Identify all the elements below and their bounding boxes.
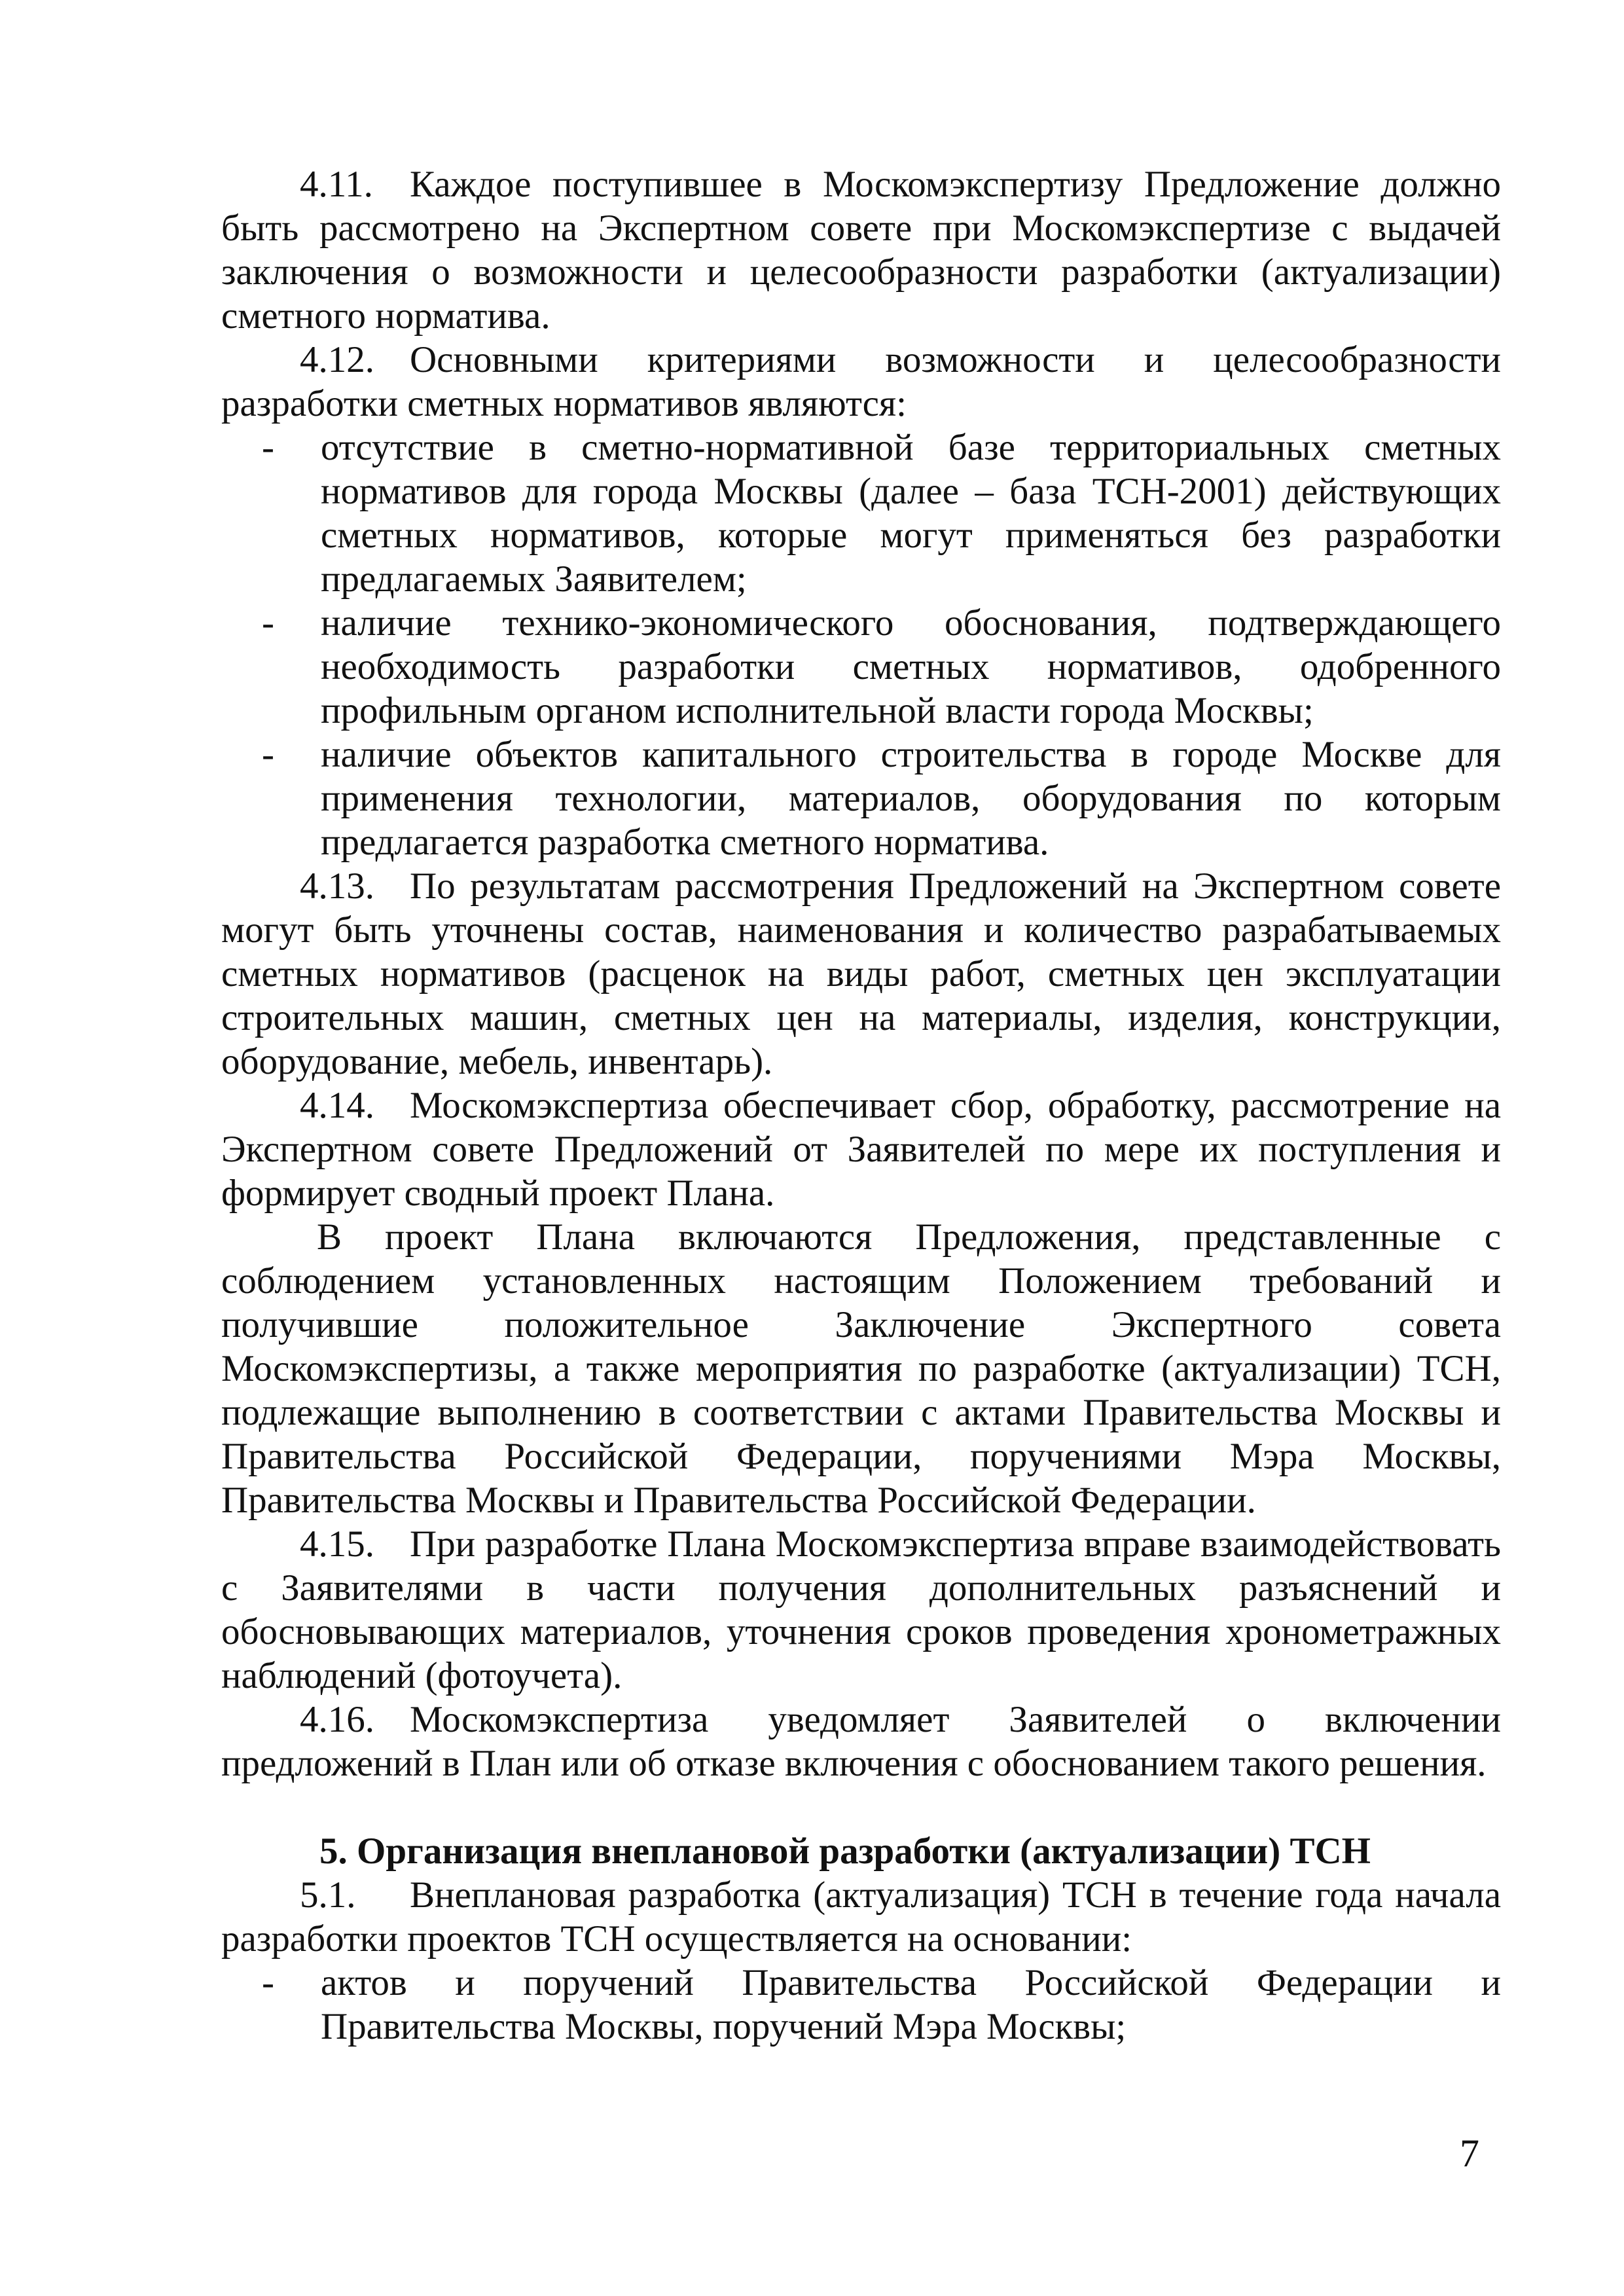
bullet-dash: - (262, 734, 274, 775)
paragraph-4-16 (221, 1698, 1501, 1785)
paragraph-text: Внеплановая разработка (актуализация) ТСН в течение года начала разработки проектов ТСН осуществляется на основании: (221, 1874, 1501, 1959)
paragraph-4-13 (221, 864, 1501, 1084)
clause-number: 4.16. (300, 1699, 374, 1740)
bullet-dash: - (262, 602, 274, 644)
list-item (221, 733, 1501, 864)
paragraph-text: Основными критериями возможности и целесообразности разработки сметных нормативов являются: (221, 339, 1501, 424)
bullet-dash: - (262, 427, 274, 468)
section-5-heading: 5. Организация внеплановой разработки (актуализации) ТСН (319, 1831, 1371, 1872)
clause-number: 4.14. (300, 1085, 374, 1126)
list-item (221, 601, 1501, 733)
clause-number: 4.15. (300, 1523, 374, 1565)
paragraph-4-15 (221, 1522, 1501, 1698)
clause-number: 4.11. (300, 164, 373, 205)
list-item-text: отсутствие в сметно-нормативной базе территориальных сметных нормативов для города Москвы (далее – база ТСН-2001) действующих сметных нормативов, которые могут применяться без разработки предлагаемых Заявителем; (321, 427, 1501, 600)
list-item (221, 426, 1501, 601)
paragraph-text: Москомэкспертиза уведомляет Заявителей о включении предложений в План или об отказе включения с обоснованием такого решения. (221, 1699, 1501, 1784)
paragraph-text: Каждое поступившее в Москомэкспертизу Предложение должно быть рассмотрено на Экспертном совете при Москомэкспертизе с выдачей заключения о возможности и целесообразности разработки (актуализации) сметного норматива. (221, 164, 1501, 337)
paragraph-4-14 (221, 1084, 1501, 1215)
paragraph-text: В проект Плана включаются Предложения, представленные с соблюдением установленных настоящим Положением требований и получившие положительное Заключение Экспертного совета Москомэкспертизы, а также мероприятия по разработке (актуализации) ТСН, подлежащие выполнению в соответствии с актами Правительства Москвы и Правительства Российской Федерации, поручениями Мэра Москвы, Правительства Москвы и Правительства Российской Федерации. (221, 1216, 1501, 1521)
list-item (221, 1961, 1501, 2049)
clause-number: 4.12. (300, 339, 374, 380)
paragraph-4-11 (221, 162, 1501, 338)
bullet-dash: - (262, 1962, 274, 2003)
clause-number: 4.13. (300, 866, 374, 907)
clause-number: 5.1. (300, 1874, 356, 1916)
document-page (221, 162, 1501, 2049)
paragraph-text: По результатам рассмотрения Предложений на Экспертном совете могут быть уточнены состав, наименования и количество разрабатываемых сметных нормативов (расценок на виды работ, сметных цен эксплуатации строительных машин, сметных цен на материалы, изделия, конструкции, оборудование, мебель, инвентарь). (221, 866, 1501, 1082)
paragraph-4-14-continuation (221, 1215, 1501, 1522)
list-item-text: наличие технико-экономического обоснования, подтверждающего необходимость разработки сметных нормативов, одобренного профильным органом исполнительной власти города Москвы; (321, 602, 1501, 731)
paragraph-text: При разработке Плана Москомэкспертиза вправе взаимодействовать с Заявителями в части получения дополнительных разъяснений и обосновывающих материалов, уточнения сроков проведения хронометражных наблюдений (фотоучета). (221, 1523, 1501, 1696)
list-item-text: наличие объектов капитального строительства в городе Москве для применения технологии, материалов, оборудования по которым предлагается разработка сметного норматива. (321, 734, 1501, 863)
paragraph-text: Москомэкспертиза обеспечивает сбор, обработку, рассмотрение на Экспертном совете Предложений от Заявителей по мере их поступления и формирует сводный проект Плана. (221, 1085, 1501, 1214)
page-number: 7 (1460, 2132, 1479, 2175)
paragraph-4-12 (221, 338, 1501, 426)
paragraph-5-1 (221, 1873, 1501, 1961)
list-item-text: актов и поручений Правительства Российской Федерации и Правительства Москвы, поручений Мэра Москвы; (321, 1962, 1501, 2047)
